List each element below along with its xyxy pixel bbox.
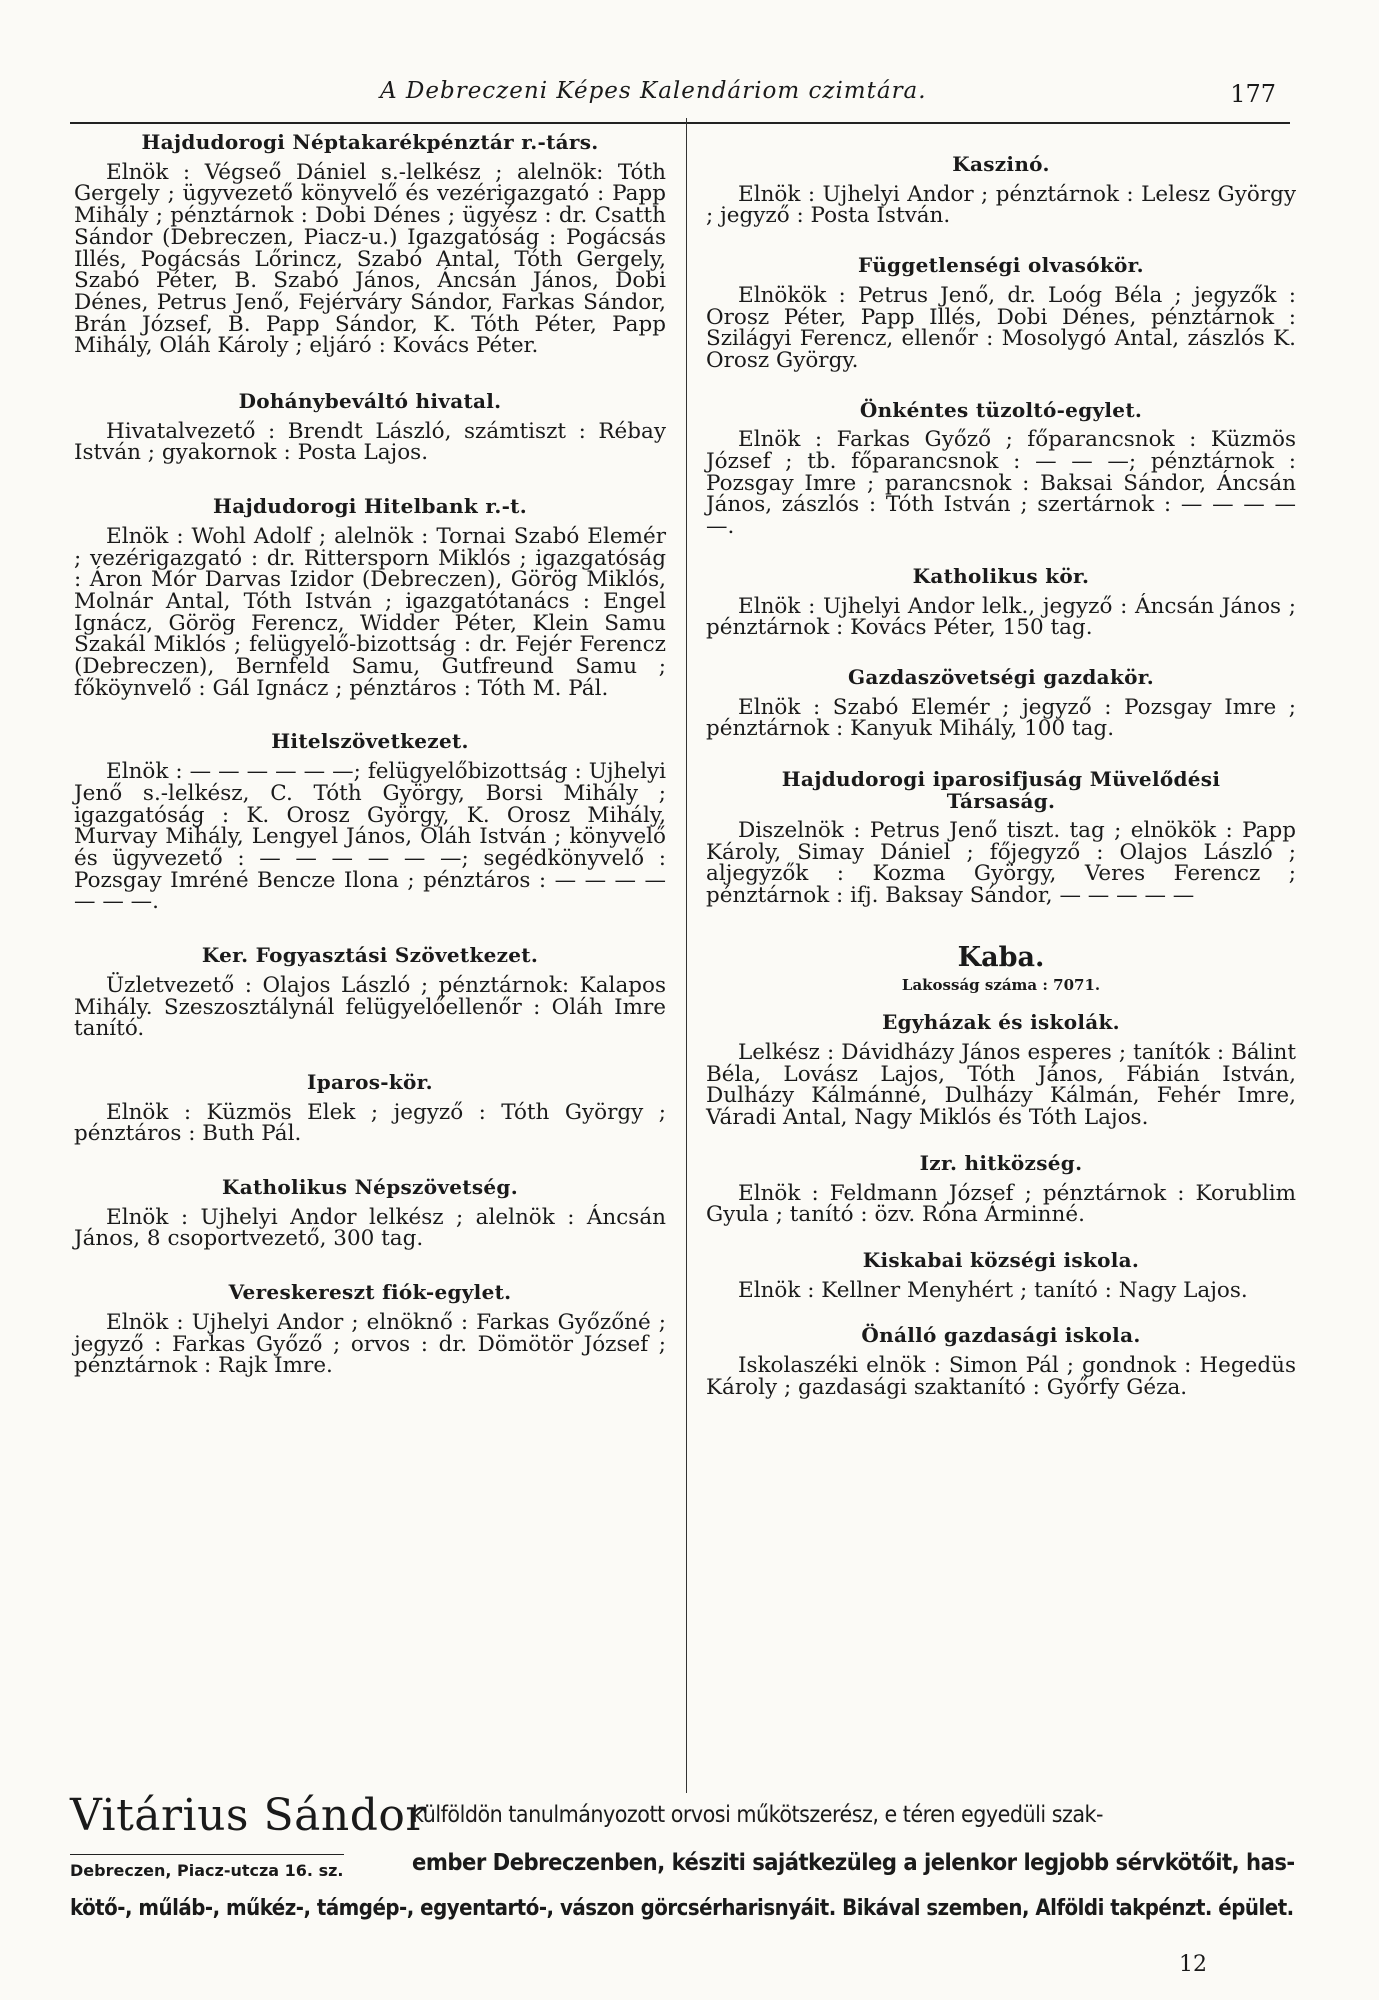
section-title: Kaszinó. (952, 152, 1050, 176)
section-vereskereszt (74, 1282, 666, 1377)
section-fogyasztasi (74, 945, 666, 1040)
section-gazdasagi-iskola (706, 1325, 1296, 1398)
section-title: Iparos-kör. (307, 1069, 433, 1094)
section-kiskabai (706, 1247, 1296, 1303)
section-body: Hivatalvezető : Brendt László, számtiszt : Rébay István ; gyakornok : Posta Lajos. (74, 418, 666, 466)
left-column (74, 132, 666, 1377)
section-hitkozseg (706, 1150, 1296, 1228)
section-olvasokor (706, 255, 1296, 372)
section-title: Vereskereszt fiók-egylet. (228, 1280, 512, 1305)
section-nepszovetseg (74, 1177, 666, 1250)
section-body: Elnök : Szabó Elemér ; jegyző : Pozsgay Imre ; pénztárnok : Kanyuk Mihály, 100 tag. (706, 694, 1296, 742)
section-body: Elnök : Ujhelyi Andor lelkész ; alelnök : Áncsán János, 8 csoportvezető, 300 tag. (74, 1204, 666, 1252)
ad-line-2: ember Debreczenben, késziti sajátkezüleg a jelenkor legjobb sérvkötőit, has- (412, 1848, 1295, 1876)
section-kaszino (706, 154, 1296, 227)
section-title: Függetlenségi olvasókör. (858, 253, 1144, 278)
section-iparoskor (74, 1069, 666, 1147)
section-title: Ker. Fogyasztási Szövetkezet. (201, 943, 539, 968)
section-body: Elnök : Ujhelyi Andor lelk., jegyző : Áncsán János ; pénztárnok : Kovács Péter, 150 tag. (706, 593, 1296, 641)
running-title: A Debreczeni Képes Kalendáriom czimtára. (380, 78, 927, 104)
section-title: Hitelszövetkezet. (271, 729, 469, 754)
advertiser-name: Vitárius Sándor (70, 1790, 427, 1841)
section-body: Elnök : Wohl Adolf ; alelnök : Tornai Szabó Elemér ; vezérigazgató : dr. Rittersporn Miklós ; igazgatóság : Áron Mór Darvas Izidor (Debreczen), Görög Miklós, Molnár Antal, Tóth István ; igazgatótanács : Engel Ignácz, Görög Ferencz, Widder Péter, Klein Samu Szakál Miklós ; felügyelő-bizottság : dr. Fejér Ferencz (Debreczen), Bernfeld Samu, Gutfreund Samu ; főköynvelő : Gál Ignácz ; pénztáros : Tóth M. Pál. (74, 523, 666, 701)
column-divider (686, 118, 687, 1793)
page-number: 177 (1230, 80, 1276, 108)
section-title: Hajdudorogi iparosifjuság Müvelődési Társaság. (781, 767, 1221, 814)
section-body: Diszelnök : Petrus Jenő tiszt. tag ; elnökök : Papp Károly, Simay Dániel ; főjegyző : Olajos László ; aljegyzők : Kozma György, Veres Ferencz ; pénztárnok : ifj. Baksay Sándor, — — — — — (706, 818, 1296, 909)
town-title: Kaba. (957, 941, 1045, 973)
section-body: Iskolaszéki elnök : Simon Pál ; gondnok : Hegedüs Károly ; gazdasági szaktanító : Győrfy Géza. (706, 1353, 1296, 1400)
ad-line-3: kötő-, műláb-, műkéz-, támgép-, egyentartó-, vászon görcsérharisnyáit. Bikával szemben, Alföldi takpénzt. épület. (70, 1896, 1294, 1921)
right-column (706, 132, 1296, 1398)
section-title: Katholikus kör. (912, 563, 1090, 588)
section-hitelszov (74, 731, 666, 913)
section-nepbank (74, 132, 666, 357)
section-body: Üzletvezető : Olajos László ; pénztárnok: Kalapos Mihály. Szeszosztálynál felügyelőellenőr : Oláh Imre tanító. (74, 972, 666, 1042)
section-katholikus-kor (706, 563, 1296, 641)
footer-number: 12 (1179, 1952, 1207, 1977)
section-title: Gazdaszövetségi gazdakör. (847, 664, 1154, 689)
section-body: Elnökök : Petrus Jenő, dr. Loóg Béla ; jegyzők : Orosz Péter, Papp Illés, Dobi Dénes, pénztárnok : Szilágyi Ferencz, ellenőr : Mosolygó Antal, zászlós K. Orosz György. (706, 282, 1296, 373)
section-body: Elnök : Küzmös Elek ; jegyző : Tóth György ; pénztáros : Buth Pál. (74, 1099, 666, 1147)
town-population: Lakosság száma : 7071. (901, 975, 1101, 994)
section-body: Elnök : Feldmann József ; pénztárnok : Korublim Gyula ; tanító : özv. Róna Árminné. (706, 1180, 1296, 1228)
section-title: Katholikus Népszövetség. (222, 1175, 518, 1200)
section-hitelbank (74, 496, 666, 699)
section-gazdakor (706, 664, 1296, 742)
section-dohany (74, 391, 666, 464)
section-title: Önkéntes tüzoltó-egylet. (859, 397, 1143, 422)
section-title: Kiskabai községi iskola. (862, 1247, 1140, 1272)
section-title: Önálló gazdasági iskola. (861, 1323, 1141, 1348)
section-title: Izr. hitközség. (919, 1150, 1083, 1175)
section-body: Elnök : Farkas Győző ; főparancsnok : Küzmös József ; tb. főparancsnok : — — —; pénztárnok : Pozsgay Imre ; parancsnok : Baksai Sándor, Áncsán János, zászlós : Tóth István ; szertárnok : — — — — —. (706, 427, 1296, 540)
advertiser-address: Debreczen, Piacz-utcza 16. sz. (70, 1854, 344, 1880)
section-body: Elnök : Ujhelyi Andor ; pénztárnok : Lelesz György ; jegyző : Posta István. (706, 181, 1296, 229)
section-title: Dohánybeváltó hivatal. (238, 389, 502, 414)
section-body: Elnök : Ujhelyi Andor ; elnöknő : Farkas Győzőné ; jegyző : Farkas Győző ; orvos : dr. Dömötör József ; pénztárnok : Rajk Imre. (74, 1309, 666, 1379)
section-body: Elnök : — — — — — —; felügyelőbizottság : Ujhelyi Jenő s.-lelkész, C. Tóth György, Borsi Mihály ; igazgatóság : K. Orosz György, K. Orosz Mihály, Murvay Mihály, Lengyel János, Oláh István ; könyvelő és ügyvezető : — — — — — —; segédkönyvelő : Pozsgay Imréné Bencze Ilona ; pénztáros : — — — — — — —. (74, 759, 666, 915)
section-title: Hajdudorogi Néptakarékpénztár r.-társ. (141, 130, 599, 154)
ad-line-1: külföldön tanulmányozott orvosi műkötszerész, e téren egyedüli szak- (412, 1802, 1104, 1828)
section-iparosifjusag (706, 768, 1296, 907)
section-title: Egyházak és iskolák. (882, 1010, 1120, 1035)
section-body: Lelkész : Dávidházy János esperes ; tanítók : Bálint Béla, Lovász Lajos, Tóth János, Fábián István, Dulházy Kálmánné, Dulházy Kálmán, Fehér Imre, Váradi Antal, Nagy Miklós és Tóth Lajos. (706, 1039, 1296, 1131)
section-body: Elnök : Végseő Dániel s.-lelkész ; alelnök: Tóth Gergely ; ügyvezető könyvelő és vezérigazgató : Papp Mihály ; pénztárnok : Dobi Dénes ; ügyész : dr. Csatth Sándor (Debreczen, Piacz-u.) Igazgatóság : Pogácsás Illés, Pogácsás Lőrincz, Szabó Antal, Tóth Gergely, Szabó Péter, B. Szabó János, Áncsán János, Dobi Dénes, Petrus Jenő, Fejérváry Sándor, Farkas Sándor, Brán József, B. Papp Sándor, K. Tóth Péter, Papp Mihály, Oláh Károly ; eljáró : Kovács Péter. (74, 159, 666, 359)
page-header (70, 78, 1290, 124)
section-title: Hajdudorogi Hitelbank r.-t. (213, 494, 527, 519)
section-egyhazak (706, 1012, 1296, 1129)
section-tuzolto (706, 397, 1296, 540)
section-body: Elnök : Kellner Menyhért ; tanító : Nagy Lajos. (738, 1277, 1248, 1303)
